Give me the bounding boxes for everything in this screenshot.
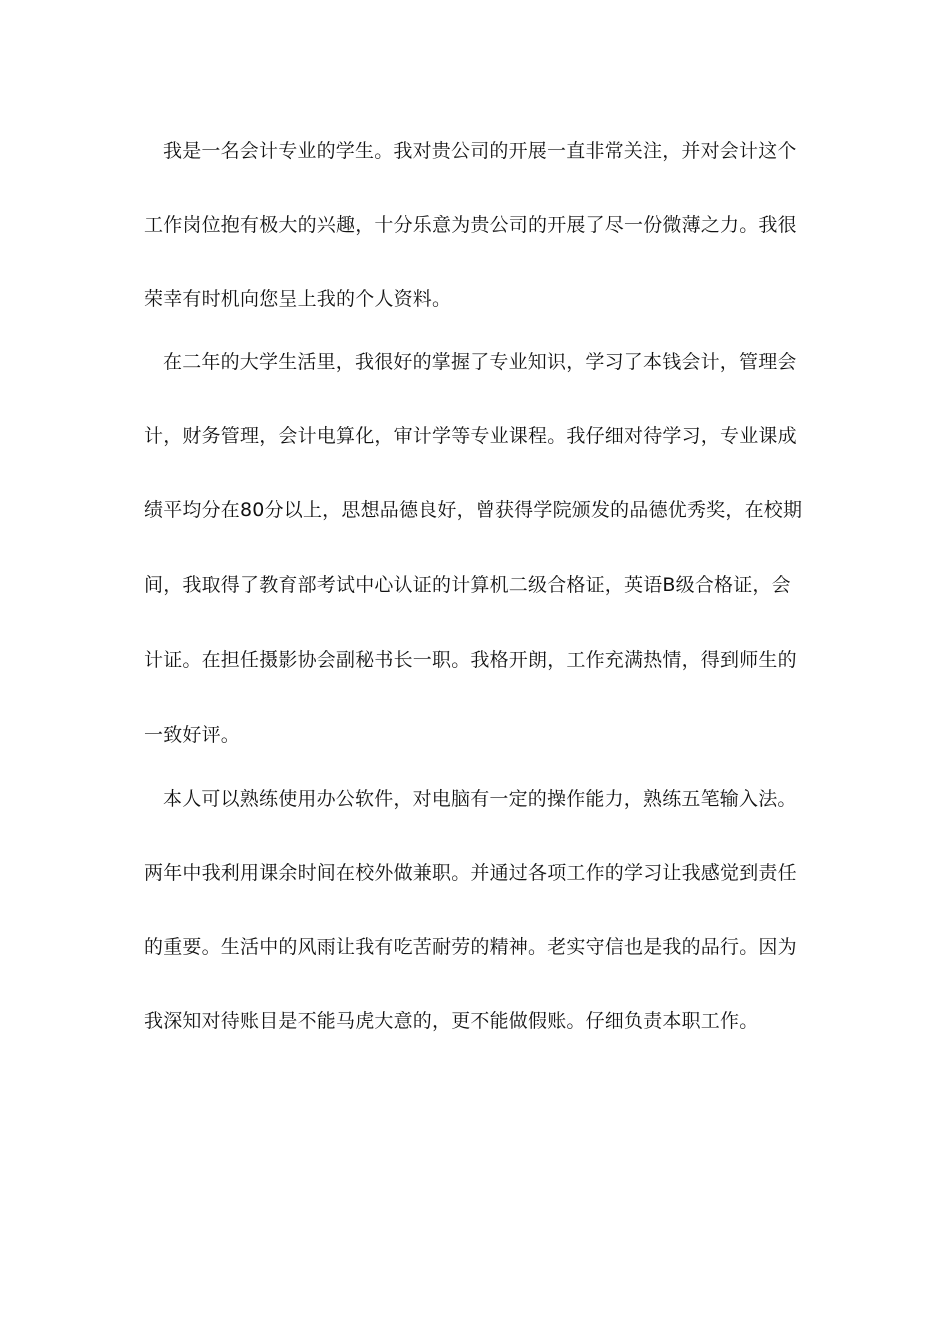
paragraph-3-line-1: 本人可以熟练使用办公软件，对电脑有一定的操作能力，熟练五笔输入法。 [163,788,797,810]
paragraph-1-line-2: 工作岗位抱有极大的兴趣，十分乐意为贵公司的开展了尽一份微薄之力。我很 [144,214,797,236]
paragraph-3-line-4: 我深知对待账目是不能马虎大意的，更不能做假账。仔细负责本职工作。 [144,1010,759,1032]
paragraph-3-line-2: 两年中我利用课余时间在校外做兼职。并通过各项工作的学习让我感觉到责任 [144,862,797,884]
paragraph-1-line-3: 荣幸有时机向您呈上我的个人资料。 [144,288,452,310]
paragraph-1-line-1: 我是一名会计专业的学生。我对贵公司的开展一直非常关注，并对会计这个 [163,140,797,162]
paragraph-2-line-5: 计证。在担任摄影协会副秘书长一职。我格开朗，工作充满热情，得到师生的 [144,649,797,671]
paragraph-3-line-3: 的重要。生活中的风雨让我有吃苦耐劳的精神。老实守信也是我的品行。因为 [144,936,797,958]
paragraph-2-line-3: 绩平均分在80分以上，思想品德良好，曾获得学院颁发的品德优秀奖，在校期 [144,499,803,521]
paragraph-2-line-6: 一致好评。 [144,724,241,746]
paragraph-2-line-1: 在二年的大学生活里，我很好的掌握了专业知识，学习了本钱会计，管理会 [163,351,797,373]
paragraph-2-line-4: 间，我取得了教育部考试中心认证的计算机二级合格证，英语B级合格证，会 [144,574,791,596]
paragraph-2-line-2: 计，财务管理，会计电算化，审计学等专业课程。我仔细对待学习，专业课成 [144,425,797,447]
